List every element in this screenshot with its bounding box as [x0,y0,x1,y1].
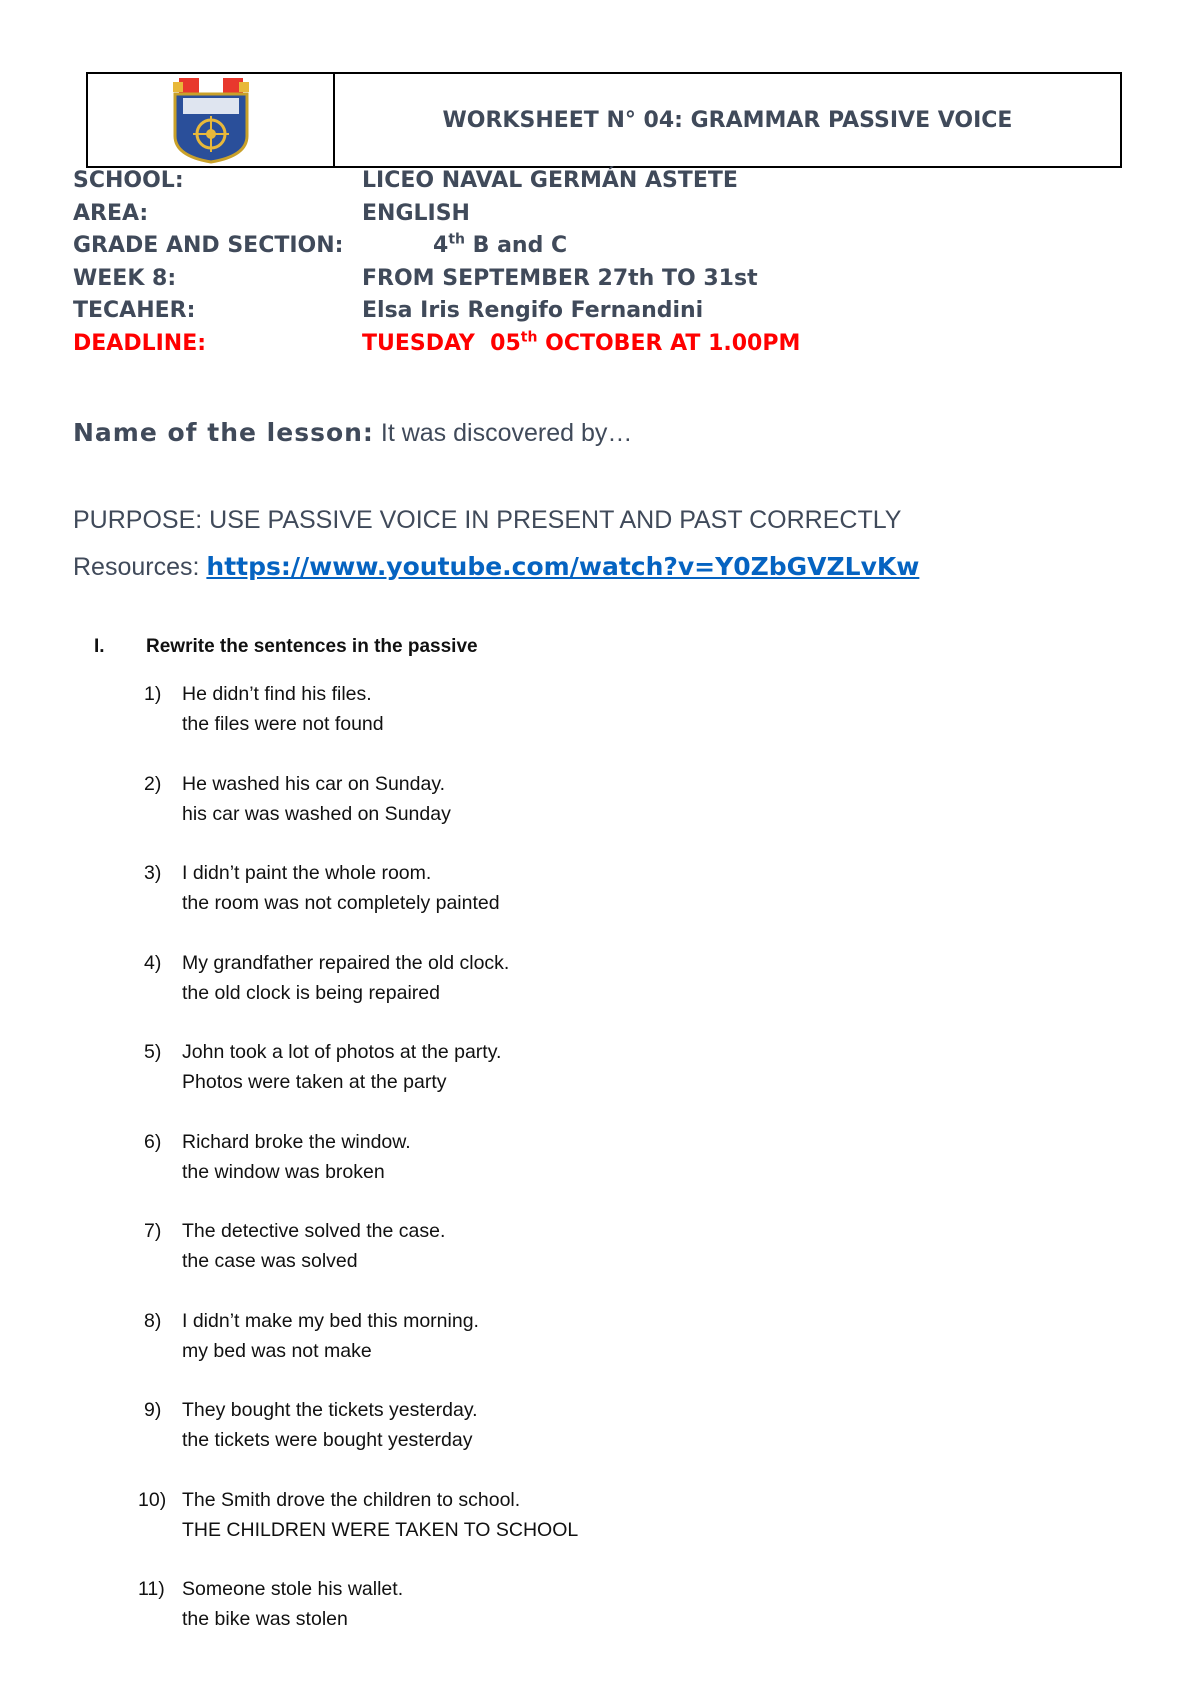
item-answer[interactable]: the bike was stolen [182,1608,348,1630]
item-answer[interactable]: the files were not found [182,713,384,735]
item-answer[interactable]: the tickets were bought yesterday [182,1429,473,1451]
resources-link[interactable]: https://www.youtube.com/watch?v=Y0ZbGVZLvKw [206,552,920,581]
week-value: FROM SEPTEMBER 27th TO 31st [362,265,758,291]
item-answer[interactable]: the old clock is being repaired [182,981,440,1004]
teacher-label: TECAHER: [73,298,196,324]
week-label: WEEK 8: [73,265,177,291]
worksheet-title: WORKSHEET N° 04: GRAMMAR PASSIVE VOICE [442,107,1013,133]
grade-label: GRADE AND SECTION: [73,233,344,259]
item-number: 9) [144,1399,162,1421]
area-label: AREA: [73,200,149,226]
resources-label: Resources: [73,553,207,581]
item-question: He didn’t find his files. [182,683,372,705]
item-answer[interactable]: the window was broken [182,1160,385,1183]
area-value: ENGLISH [362,200,470,226]
section-heading [94,636,478,658]
resources-line [73,552,919,582]
item-answer[interactable]: his car was washed on Sunday [182,802,451,825]
item-number: 10) [138,1488,167,1511]
item-number: 1) [144,683,162,705]
item-number: 6) [144,1130,162,1153]
lesson-value: It was discovered by… [373,419,633,447]
deadline-label: DEADLINE: [73,330,207,356]
item-number: 8) [144,1309,162,1332]
section-title: Rewrite the sentences in the passive [146,636,478,657]
item-question: The Smith drove the children to school. [182,1488,521,1511]
section-number: I. [94,636,105,657]
item-question: I didn’t make my bed this morning. [182,1309,479,1332]
item-number: 5) [144,1041,162,1063]
item-number: 3) [144,862,162,884]
item-number: 11) [138,1578,165,1600]
item-question: I didn’t paint the whole room. [182,862,432,884]
grade-value: 4th B and C [433,231,568,259]
school-crest-icon [169,76,253,164]
lesson-label: Name of the lesson: [73,418,374,447]
item-answer[interactable]: the room was not completely painted [182,892,500,914]
item-answer[interactable]: my bed was not make [182,1339,372,1362]
school-value: LICEO NAVAL GERMÁN ASTETE [362,168,738,193]
header-table [86,72,1122,168]
teacher-value: Elsa Iris Rengifo Fernandini [362,298,704,324]
item-number: 2) [144,772,162,795]
item-question: He washed his car on Sunday. [182,772,446,795]
logo-cell [88,74,335,166]
lesson-name [73,418,632,448]
item-answer[interactable]: Photos were taken at the party [182,1071,447,1093]
item-number: 4) [144,951,162,974]
item-question: My grandfather repaired the old clock. [182,951,510,974]
item-number: 7) [144,1220,162,1242]
item-question: They bought the tickets yesterday. [182,1399,478,1421]
school-label: SCHOOL: [73,168,184,193]
item-question: John took a lot of photos at the party. [182,1041,502,1063]
item-question: Richard broke the window. [182,1130,411,1153]
item-answer[interactable]: the case was solved [182,1250,358,1272]
deadline-value: TUESDAY 05th OCTOBER AT 1.00PM [362,329,801,356]
item-answer[interactable]: THE CHILDREN WERE TAKEN TO SCHOOL [182,1518,579,1541]
purpose-statement: PURPOSE: USE PASSIVE VOICE IN PRESENT AND PAST CORRECTLY [73,506,902,534]
item-question: The detective solved the case. [182,1220,446,1242]
item-question: Someone stole his wallet. [182,1578,404,1600]
